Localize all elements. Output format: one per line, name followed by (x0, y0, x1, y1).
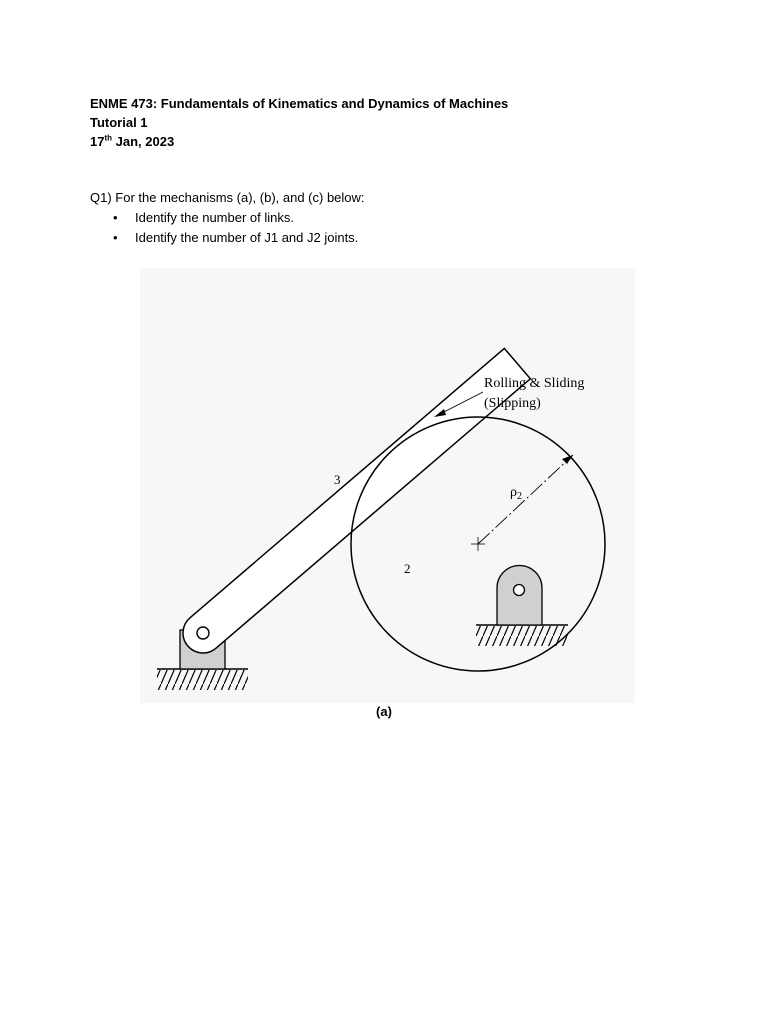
link-3-label: 3 (334, 472, 341, 487)
link-3-pivot-pin (197, 627, 209, 639)
bullet-item: • Identify the number of J1 and J2 joints. (90, 228, 365, 248)
radius-symbol: ρ (510, 485, 517, 500)
date-suffix: th (104, 133, 113, 143)
date-rest: Jan, 2023 (112, 134, 175, 149)
wheel-pivot-pin (514, 585, 525, 596)
callout-label-line1: Rolling & Sliding (484, 376, 585, 391)
mechanism-diagram (140, 268, 635, 703)
link-2-label: 2 (404, 561, 411, 576)
figure-caption: (a) (376, 704, 392, 719)
document-header (90, 94, 508, 151)
left-ground (157, 669, 248, 690)
question-text: Q1) For the mechanisms (a), (b), and (c) below: (90, 190, 365, 205)
tutorial-date (90, 132, 508, 151)
bullet-item: • Identify the number of links. (90, 208, 365, 228)
date-day: 17 (90, 134, 105, 149)
right-ground (476, 625, 568, 646)
question-bullets (90, 208, 365, 248)
course-title: ENME 473: Fundamentals of Kinematics and Dynamics of Machines (90, 96, 509, 111)
callout-label-line2: (Slipping) (484, 396, 541, 411)
tutorial-title: Tutorial 1 (90, 115, 148, 130)
question-block (90, 188, 365, 248)
mechanism-figure-a (140, 268, 635, 703)
radius-subscript: 2 (517, 491, 522, 502)
